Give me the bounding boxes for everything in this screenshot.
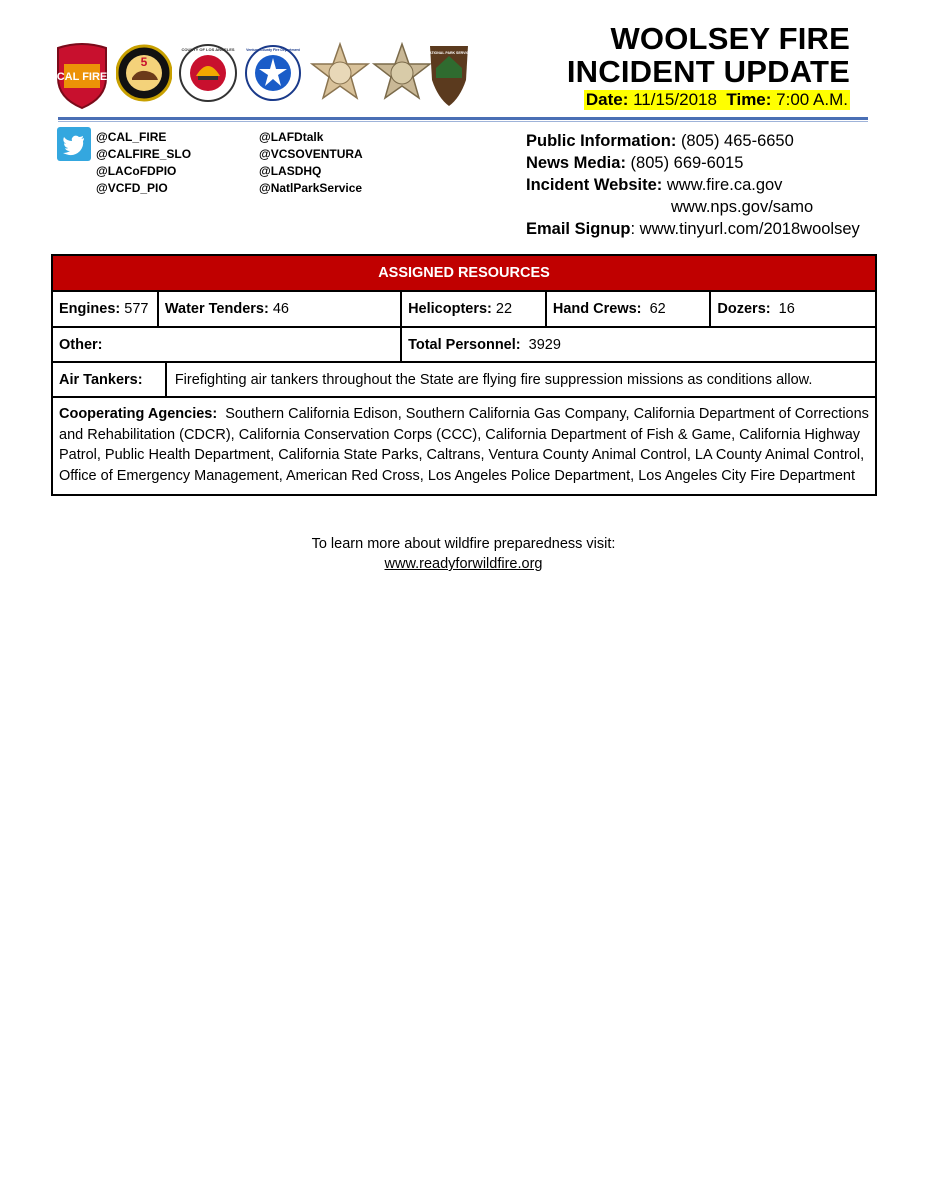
engines-cell bbox=[52, 291, 158, 327]
public-info-label: Public Information: bbox=[526, 132, 677, 150]
readyforwildfire-link[interactable]: www.readyforwildfire.org bbox=[384, 556, 543, 572]
website-link[interactable]: www.fire.ca.gov bbox=[666, 176, 783, 194]
total-personnel-cell bbox=[401, 327, 876, 362]
engines-value: 577 bbox=[124, 301, 149, 317]
social-handle[interactable]: @NatlParkService bbox=[259, 181, 363, 195]
cooperating-agencies-cell bbox=[52, 397, 876, 495]
readyforwildfire-link-wrap bbox=[0, 556, 927, 572]
calfire-logo-icon bbox=[54, 42, 110, 110]
social-handles-right bbox=[259, 129, 363, 197]
website-label: Incident Website: bbox=[526, 176, 663, 194]
air-tankers-value: Firefighting air tankers throughout the State are flying fire suppression missions as conditions allow. bbox=[166, 362, 876, 397]
date-value: 11/15/2018 bbox=[633, 90, 717, 109]
cooperating-agencies-value: Southern California Edison, Southern California Gas Company, California Department of Corrections and Rehabilitation (CDCR), California Conservation Corps (CCC), California Department of Fish & Game, California Highway Patrol, Public Health Department, California State Parks, Caltrans, Ventura County Animal Control, LA County Animal Control, Office of Emergency Management, American Red Cross, Los Angeles Police Department, Los Angeles City Fire Department bbox=[59, 406, 869, 484]
imt-5-logo-icon bbox=[116, 42, 172, 104]
la-county-logo-text: COUNTY OF LOS ANGELES bbox=[181, 47, 235, 52]
public-info-phone: (805) 465-6650 bbox=[680, 132, 794, 150]
la-county-fd-logo-icon bbox=[178, 42, 238, 104]
cooperating-agencies-label: Cooperating Agencies: bbox=[59, 406, 218, 422]
hand-crews-label: Hand Crews: bbox=[552, 301, 642, 317]
air-tankers-label-cell bbox=[52, 362, 166, 397]
water-tenders-cell bbox=[158, 291, 401, 327]
social-handle[interactable]: @VCSOVENTURA bbox=[259, 147, 363, 161]
total-personnel-value: 3929 bbox=[528, 336, 561, 353]
water-tenders-value: 46 bbox=[272, 301, 289, 317]
header-divider-thin bbox=[58, 121, 868, 122]
news-media-label: News Media: bbox=[526, 154, 626, 172]
social-handles-left bbox=[96, 129, 191, 197]
hand-crews-cell bbox=[546, 291, 711, 327]
dozers-label: Dozers: bbox=[717, 301, 771, 317]
social-handle[interactable]: @LACoFDPIO bbox=[96, 164, 177, 178]
ventura-sheriff-star-icon bbox=[310, 42, 370, 104]
contact-info bbox=[526, 130, 860, 240]
other-cell bbox=[52, 327, 401, 362]
air-tankers-label: Air Tankers: bbox=[59, 371, 143, 388]
total-personnel-label: Total Personnel: bbox=[408, 336, 521, 353]
helicopters-label: Helicopters: bbox=[408, 301, 492, 317]
helicopters-cell bbox=[401, 291, 546, 327]
la-sheriff-star-icon bbox=[372, 42, 432, 104]
title-block bbox=[567, 22, 850, 110]
dozers-cell bbox=[710, 291, 876, 327]
social-handle[interactable]: @CALFIRE_SLO bbox=[96, 147, 192, 161]
time-value: 7:00 A.M. bbox=[776, 90, 848, 109]
dozers-value: 16 bbox=[778, 301, 795, 317]
social-handle[interactable]: @VCFD_PIO bbox=[96, 181, 168, 195]
email-signup-label: Email Signup bbox=[526, 220, 631, 238]
social-handle[interactable]: @LAFDtalk bbox=[259, 130, 324, 144]
time-label: Time: bbox=[726, 90, 772, 109]
other-label: Other: bbox=[59, 336, 103, 353]
hand-crews-value: 62 bbox=[649, 301, 666, 317]
agency-logos bbox=[54, 42, 474, 112]
nps-arrowhead-icon bbox=[426, 42, 472, 108]
title-line-2: INCIDENT UPDATE bbox=[566, 54, 850, 89]
nps-logo-text: NATIONAL PARK SERVICE bbox=[426, 51, 472, 55]
date-label: Date: bbox=[585, 90, 629, 109]
helicopters-value: 22 bbox=[495, 301, 513, 317]
website-link[interactable]: www.nps.gov/samo bbox=[671, 198, 814, 216]
engines-label: Engines: bbox=[59, 301, 121, 317]
ventura-logo-text: Ventura County Fire Department bbox=[246, 48, 300, 52]
email-signup-link[interactable]: : www.tinyurl.com/2018woolsey bbox=[630, 220, 860, 238]
calfire-logo-text: CAL FIRE bbox=[56, 71, 108, 83]
social-handle[interactable]: @LASDHQ bbox=[259, 164, 322, 178]
assigned-resources-table bbox=[51, 254, 877, 496]
imt-number: 5 bbox=[140, 55, 148, 69]
resources-heading: ASSIGNED RESOURCES bbox=[52, 255, 876, 291]
news-media-phone: (805) 669-6015 bbox=[630, 154, 744, 172]
title-line-1: WOOLSEY FIRE bbox=[610, 21, 850, 56]
ventura-county-fd-logo-icon bbox=[244, 42, 302, 104]
date-time-line bbox=[584, 90, 850, 110]
header-divider bbox=[58, 117, 868, 120]
preparedness-prompt: To learn more about wildfire preparedness visit: bbox=[311, 536, 616, 552]
twitter-icon bbox=[57, 127, 91, 161]
social-handle[interactable]: @CAL_FIRE bbox=[96, 130, 167, 144]
water-tenders-label: Water Tenders: bbox=[164, 301, 269, 317]
